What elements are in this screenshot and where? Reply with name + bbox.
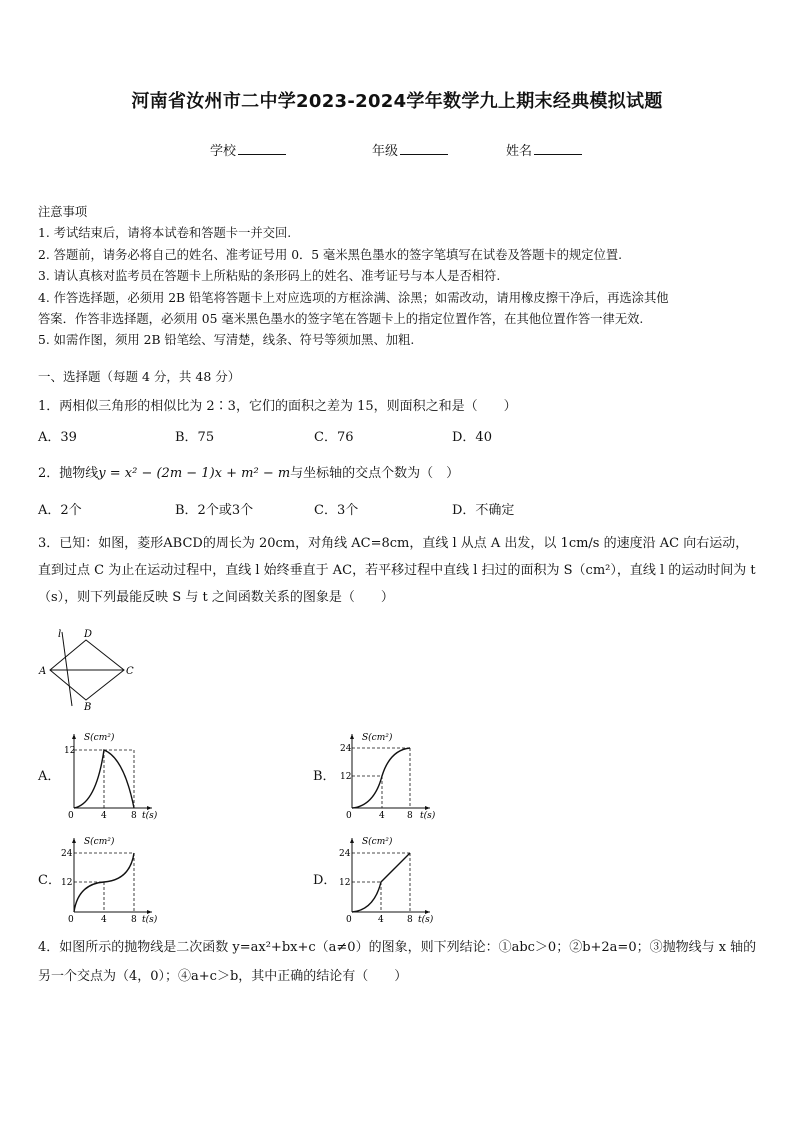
svg-text:0: 0 (346, 811, 352, 820)
question-3-stem: 3．已知：如图，菱形ABCD的周长为 20cm，对角线 AC=8cm，直线 l 从点 A 出发，以 1cm/s 的速度沿 AC 向右运动，直到过点 C 为止在运动过程中，直线 l 始终垂直于 AC，若平移过程中直线 l 扫过的面积为 S（cm²），直线 l 的运动时间为 t（s），则下列最能反映 S 与 t 之间函数关系的图象是（ ） (38, 536, 756, 605)
q3-option-a-label: A． (38, 769, 61, 784)
svg-text:S(cm²): S(cm²) (84, 837, 115, 847)
name-field (506, 140, 582, 159)
q2-prefix: 2．抛物线 (38, 466, 99, 481)
label-b: B (84, 702, 92, 712)
q2-option-c: C．3个 (314, 503, 359, 518)
graph-d (336, 832, 438, 924)
q2-option-a: A．2个 (38, 503, 82, 518)
svg-text:24: 24 (339, 849, 351, 859)
svg-text:8: 8 (407, 811, 413, 820)
note-item: 1. 考试结束后，请将本试卷和答题卡一并交回. (38, 226, 292, 241)
svg-text:24: 24 (61, 849, 73, 859)
note-item: 4. 作答选择题，必须用 2B 铅笔将答题卡上对应选项的方框涂满、涂黑；如需改动，请用橡皮擦干净后，再选涂其他 (38, 290, 669, 305)
svg-text:t(s): t(s) (142, 811, 158, 820)
name-blank (534, 142, 582, 155)
svg-text:8: 8 (131, 811, 137, 820)
q2-option-b: B．2个或3个 (175, 503, 254, 518)
svg-text:4: 4 (378, 915, 384, 924)
svg-text:t(s): t(s) (420, 811, 436, 820)
svg-text:12: 12 (340, 772, 352, 782)
svg-text:12: 12 (339, 878, 351, 888)
q1-option-b: B．75 (175, 430, 215, 445)
section-heading: 一、选择题（每题 4 分，共 48 分） (38, 369, 241, 384)
note-item: 2. 答题前，请务必将自己的姓名、准考证号用 0．5 毫米黑色墨水的签字笔填写在试卷及答题卡的规定位置. (38, 247, 623, 262)
rhombus-figure (36, 626, 146, 712)
q3-option-d-label: D． (313, 873, 337, 888)
line-l (62, 632, 72, 706)
svg-text:4: 4 (101, 811, 107, 820)
q3-option-b-label: B． (313, 769, 336, 784)
note-item: 5. 如需作图，须用 2B 铅笔绘、写清楚，线条、符号等须加黑、加粗. (38, 333, 415, 348)
svg-text:24: 24 (340, 744, 352, 754)
svg-text:S(cm²): S(cm²) (362, 837, 393, 847)
svg-text:0: 0 (346, 915, 352, 924)
graph-a (62, 728, 162, 820)
graph-b (338, 728, 438, 820)
svg-text:0: 0 (68, 811, 74, 820)
label-a: A (39, 666, 47, 677)
svg-text:t(s): t(s) (418, 915, 434, 924)
svg-text:4: 4 (379, 811, 385, 820)
label-c: C (126, 666, 134, 677)
school-field (210, 140, 286, 159)
q1-option-d: D．40 (452, 430, 492, 445)
svg-text:S(cm²): S(cm²) (84, 733, 115, 743)
q2-formula: y = x² − (2m − 1)x + m² − m (98, 466, 291, 481)
question-1-stem: 1．两相似三角形的相似比为 2∶3，它们的面积之差为 15，则面积之和是（ ） (38, 399, 517, 414)
notes-heading: 注意事项 (38, 205, 88, 219)
question-4-line-1: 4．如图所示的抛物线是二次函数 y=ax²+bx+c（a≠0）的图象，则下列结论：①abc＞0；②b+2a=0；③抛物线与 x 轴的 (38, 940, 757, 955)
q1-option-a: A．39 (38, 430, 77, 445)
graph-c (58, 832, 162, 924)
svg-text:S(cm²): S(cm²) (362, 733, 393, 743)
note-item: 答案．作答非选择题，必须用 05 毫米黑色墨水的签字笔在答题卡上的指定位置作答，在其他位置作答一律无效. (38, 312, 644, 327)
question-2-stem (38, 462, 459, 481)
svg-text:0: 0 (68, 915, 74, 924)
school-blank (238, 142, 286, 155)
svg-text:t(s): t(s) (142, 915, 158, 924)
page-title: 河南省汝州市二中学2023-2024学年数学九上期末经典模拟试题 (131, 91, 663, 112)
label-d: D (84, 629, 93, 640)
curve-a (74, 750, 134, 808)
q2-option-d: D．不确定 (452, 503, 515, 518)
grade-label: 年级 (372, 144, 399, 159)
svg-text:8: 8 (407, 915, 413, 924)
school-label: 学校 (210, 144, 237, 159)
question-4-line-2: 另一个交点为（4，0）；④a+c＞b，其中正确的结论有（ ） (38, 969, 408, 984)
q1-option-c: C．76 (314, 430, 354, 445)
svg-text:8: 8 (131, 915, 137, 924)
name-label: 姓名 (506, 144, 533, 159)
grade-blank (400, 142, 448, 155)
svg-text:12: 12 (61, 878, 73, 888)
note-item: 3. 请认真核对监考员在答题卡上所粘贴的条形码上的姓名、准考证号与本人是否相符. (38, 269, 501, 284)
grade-field (372, 140, 448, 159)
label-l: l (58, 629, 62, 640)
q2-suffix: 与坐标轴的交点个数为（ ） (290, 466, 460, 481)
q3-option-c-label: C． (38, 873, 61, 888)
curve-b (352, 748, 410, 808)
svg-text:12: 12 (64, 746, 76, 756)
notes-section (38, 202, 760, 352)
svg-text:4: 4 (101, 915, 107, 924)
